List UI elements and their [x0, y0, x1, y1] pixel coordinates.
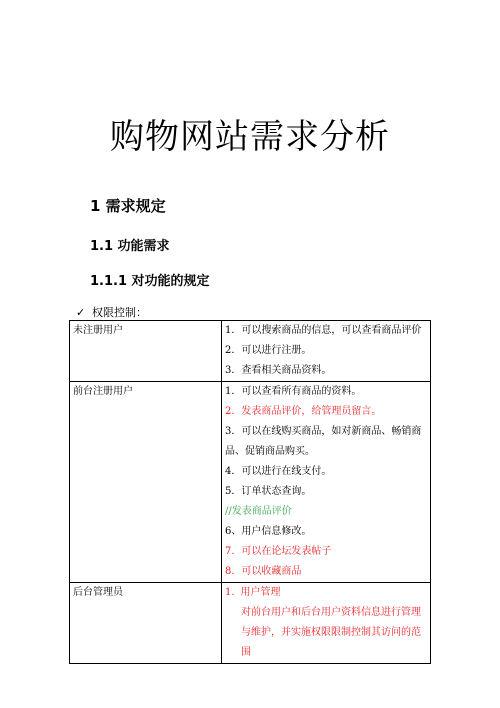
- permissions-cell-admin: [222, 583, 431, 664]
- list-item: //发表商品评价: [225, 506, 292, 517]
- check-icon: ✓: [76, 306, 86, 319]
- list-item: 3．可以在线购买商品，如对新商品、畅销商品、促销商品购买。: [225, 426, 422, 457]
- heading-1-1: 1.1 功能需求: [90, 239, 170, 254]
- document-title: 购物网站需求分析: [110, 117, 390, 157]
- permission-control-text: 权限控制：: [92, 306, 147, 319]
- list-item: 1．可以搜索商品的信息，可以查看商品评价: [225, 325, 422, 336]
- list-item: 2．发表商品评价，给管理员留言。: [225, 406, 382, 417]
- list-item: 8．可以收藏商品: [225, 566, 302, 577]
- list-item: [225, 583, 427, 603]
- list-item-label: 用户管理: [240, 587, 281, 598]
- list-item: 1．可以查看所有商品的资料。: [225, 386, 362, 397]
- permissions-cell-unregistered: [222, 321, 431, 382]
- list-number: 1.: [225, 587, 235, 598]
- list-item: 2．可以进行注册。: [225, 345, 312, 356]
- list-item-description: 对前台用户和后台用户资料信息进行管理与维护，并实施权限限制控制其访问的范围: [241, 607, 421, 658]
- table-row: [70, 382, 431, 583]
- role-cell-registered: 前台注册用户: [70, 382, 222, 583]
- permission-table: [69, 320, 431, 664]
- permission-control-label: [76, 305, 147, 321]
- permissions-cell-registered: [222, 382, 431, 583]
- list-item: 6、用户信息修改。: [225, 526, 312, 537]
- list-item: 4．可以进行在线支付。: [225, 466, 332, 477]
- heading-1: 1 需求规定: [90, 197, 166, 215]
- list-item: 7．可以在论坛发表帖子: [225, 546, 332, 557]
- list-item: 3．查看相关商品资料。: [225, 365, 332, 376]
- list-item: 5．订单状态查询。: [225, 486, 312, 497]
- role-cell-unregistered: 未注册用户: [70, 321, 222, 382]
- table-row: [70, 321, 431, 382]
- table-row: [70, 583, 431, 664]
- heading-1-1-1: 1.1.1 对功能的规定: [90, 274, 210, 289]
- role-cell-admin: 后台管理员: [70, 583, 222, 664]
